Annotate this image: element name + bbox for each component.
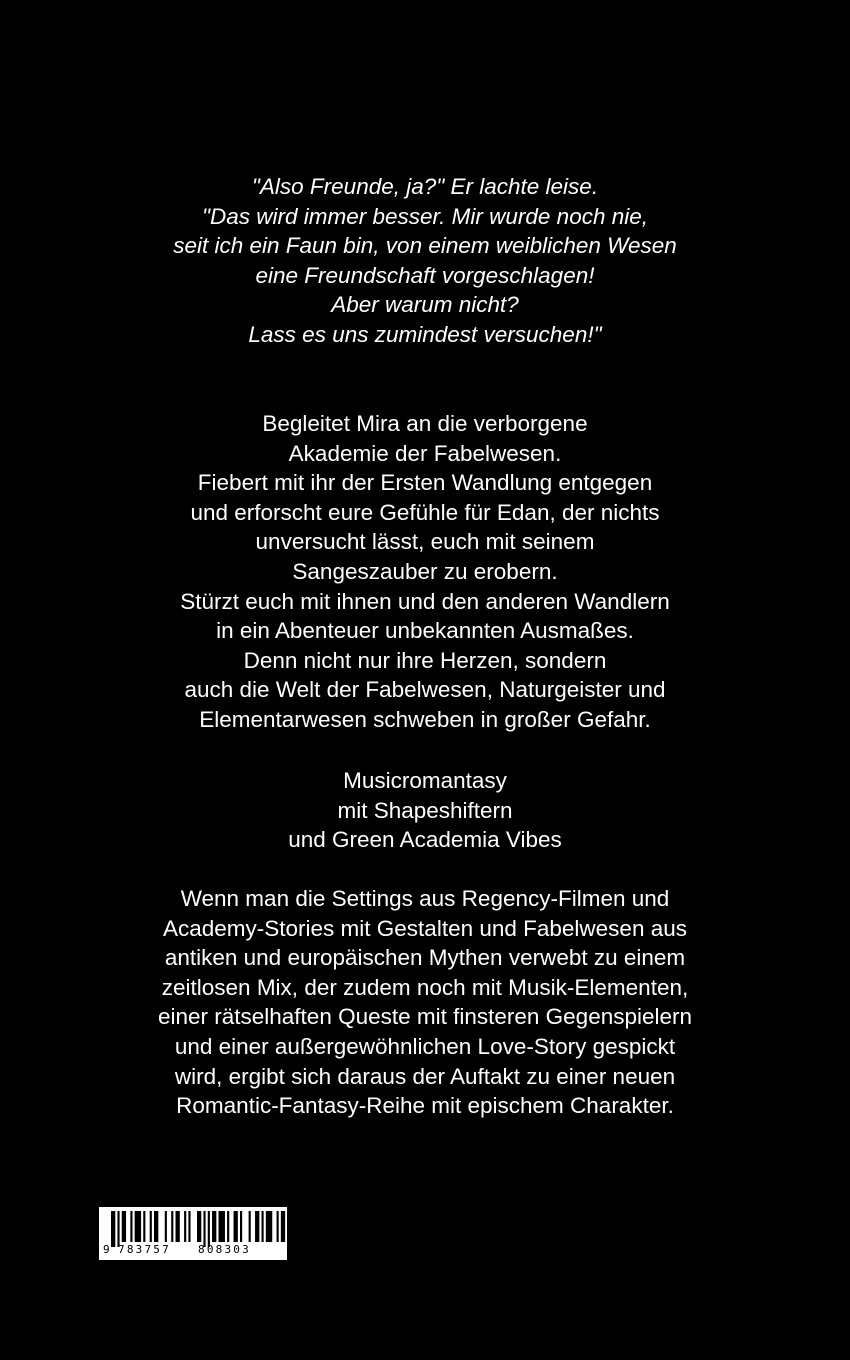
barcode-bar xyxy=(165,1211,167,1242)
description-line: unversucht lässt, euch mit seinem xyxy=(255,529,595,555)
isbn-number xyxy=(99,1242,287,1258)
barcode-bar xyxy=(281,1211,285,1242)
isbn-left-group: 783757 xyxy=(118,1243,171,1256)
blurb-line: Academy-Stories mit Gestalten und Fabelwesen aus xyxy=(162,915,687,941)
barcode-bar xyxy=(171,1211,173,1242)
blurb-block xyxy=(0,884,850,1121)
quote-line: "Also Freunde, ja?" Er lachte leise. xyxy=(251,174,599,199)
barcode-bar xyxy=(227,1211,229,1242)
quote-line: "Das wird immer besser. Mir wurde noch nie, xyxy=(201,203,649,229)
blurb-line: antiken und europäischen Mythen verwebt zu einem xyxy=(164,945,686,971)
description-line: auch die Welt der Fabelwesen, Naturgeister und xyxy=(184,677,666,703)
barcode-bar xyxy=(188,1211,190,1242)
barcode-bar xyxy=(130,1211,132,1242)
blurb-line: Romantic-Fantasy-Reihe mit epischem Charakter. xyxy=(176,1093,674,1119)
description-line: Akademie der Fabelwesen. xyxy=(288,440,562,466)
genre-block xyxy=(0,766,850,855)
blurb-line: einer rätselhaften Queste mit finsteren Gegenspielern xyxy=(157,1004,693,1030)
description-line: in ein Abenteuer unbekannten Ausmaßes. xyxy=(216,618,634,644)
quote-block xyxy=(0,172,850,350)
isbn-barcode xyxy=(99,1207,287,1260)
barcode-bar xyxy=(150,1211,152,1242)
isbn-right-group: 808303 xyxy=(198,1243,251,1256)
quote-line: seit ich ein Faun bin, von einem weiblichen Wesen xyxy=(173,233,677,259)
barcode-bar xyxy=(212,1211,216,1242)
description-line: Stürzt euch mit ihnen und den anderen Wandlern xyxy=(180,588,670,614)
barcode-bar xyxy=(135,1211,141,1242)
barcode-bar xyxy=(277,1211,279,1242)
blurb-line: und einer außergewöhnlichen Love-Story gespickt xyxy=(174,1033,676,1059)
description-line: Sangeszauber zu erobern. xyxy=(292,558,558,584)
blurb-line: Wenn man die Settings aus Regency-Filmen und xyxy=(180,886,670,911)
barcode-bar xyxy=(240,1211,242,1242)
description-line: Elementarwesen schweben in großer Gefahr. xyxy=(199,706,651,732)
description-line: Fiebert mit ihr der Ersten Wandlung entgegen xyxy=(197,470,653,496)
barcode-bar xyxy=(249,1211,251,1242)
blurb-line: zeitlosen Mix, der zudem noch mit Musik-Elementen, xyxy=(161,974,689,1000)
barcode-bar xyxy=(197,1211,201,1242)
barcode-bar xyxy=(255,1211,259,1242)
genre-line: Musicromantasy xyxy=(343,768,507,793)
quote-line: Aber warum nicht? xyxy=(331,292,519,318)
blurb-line: wird, ergibt sich daraus der Auftakt zu einer neuen xyxy=(174,1063,676,1089)
genre-line: und Green Academia Vibes xyxy=(288,827,562,853)
barcode-bar xyxy=(143,1211,145,1242)
barcode-bar xyxy=(154,1211,158,1242)
barcode-bar xyxy=(234,1211,238,1242)
genre-line: mit Shapeshiftern xyxy=(337,797,513,823)
barcode-bar xyxy=(219,1211,225,1242)
description-line: und erforscht eure Gefühle für Edan, der nichts xyxy=(190,499,660,525)
description-block xyxy=(0,409,850,735)
description-line: Denn nicht nur ihre Herzen, sondern xyxy=(243,647,607,673)
description-line: Begleitet Mira an die verborgene xyxy=(262,411,588,436)
barcode-bar xyxy=(262,1211,264,1242)
barcode-bar xyxy=(266,1211,272,1242)
barcode-bar xyxy=(176,1211,180,1242)
barcode-bar xyxy=(122,1211,126,1242)
quote-line: eine Freundschaft vorgeschlagen! xyxy=(255,262,595,288)
quote-line: Lass es uns zumindest versuchen!" xyxy=(248,321,602,347)
isbn-first-digit: 9 xyxy=(103,1243,110,1256)
barcode-bar xyxy=(184,1211,186,1242)
